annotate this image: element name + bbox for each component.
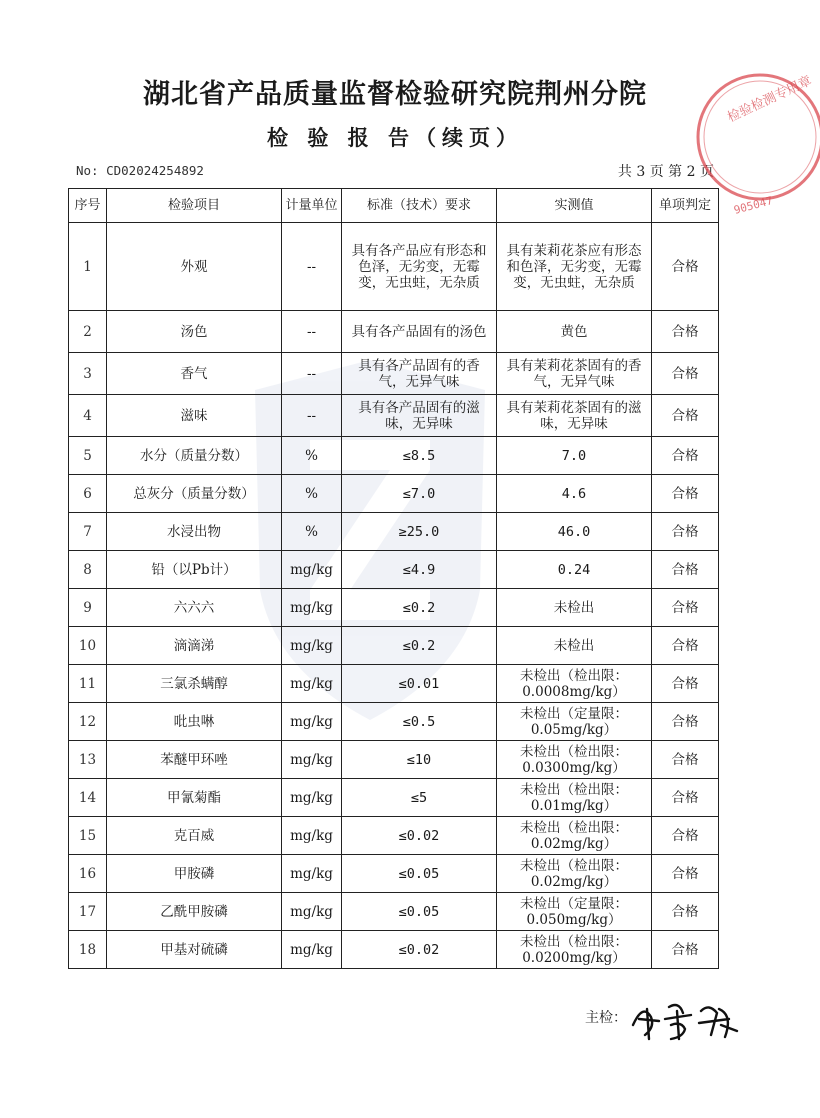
table-row <box>69 223 719 311</box>
header-item: 检验项目 <box>107 189 282 223</box>
row-unit: mg/kg <box>282 817 342 855</box>
row-measured: 0.24 <box>497 551 652 589</box>
row-measured: 未检出（检出限：0.0300mg/kg） <box>497 741 652 779</box>
table-header-row <box>69 189 719 223</box>
row-judgement: 合格 <box>652 513 719 551</box>
seal-text: 检验检测专用章 <box>725 73 815 126</box>
row-item: 总灰分（质量分数） <box>107 475 282 513</box>
row-item: 水分（质量分数） <box>107 437 282 475</box>
row-judgement: 合格 <box>652 437 719 475</box>
row-requirement: ≤0.05 <box>342 855 497 893</box>
results-table <box>68 188 719 969</box>
row-judgement: 合格 <box>652 931 719 969</box>
row-unit: % <box>282 513 342 551</box>
header-measured: 实测值 <box>497 189 652 223</box>
row-no: 1 <box>69 223 107 311</box>
table-row <box>69 855 719 893</box>
row-no: 9 <box>69 589 107 627</box>
row-measured: 未检出（定量限：0.05mg/kg） <box>497 703 652 741</box>
row-item: 乙酰甲胺磷 <box>107 893 282 931</box>
row-unit: mg/kg <box>282 589 342 627</box>
table-row <box>69 627 719 665</box>
row-requirement: 具有各产品应有形态和色泽，无劣变，无霉变，无虫蛀，无杂质 <box>342 223 497 311</box>
row-requirement: ≤7.0 <box>342 475 497 513</box>
row-judgement: 合格 <box>652 589 719 627</box>
row-judgement: 合格 <box>652 665 719 703</box>
page-info: 共 3 页 第 2 页 <box>617 164 714 180</box>
row-no: 18 <box>69 931 107 969</box>
row-judgement: 合格 <box>652 703 719 741</box>
table-row <box>69 311 719 353</box>
row-unit: -- <box>282 395 342 437</box>
table-row <box>69 353 719 395</box>
header-judgement: 单项判定 <box>652 189 719 223</box>
table-row <box>69 817 719 855</box>
row-measured: 未检出（检出限：0.02mg/kg） <box>497 817 652 855</box>
row-no: 6 <box>69 475 107 513</box>
row-measured: 具有茉莉花茶应有形态和色泽，无劣变，无霉变，无虫蛀，无杂质 <box>497 223 652 311</box>
row-measured: 未检出 <box>497 589 652 627</box>
row-measured: 具有茉莉花茶固有的滋味，无异味 <box>497 395 652 437</box>
table-row <box>69 395 719 437</box>
handwritten-signature <box>625 995 745 1043</box>
row-requirement: 具有各产品固有的汤色 <box>342 311 497 353</box>
table-row <box>69 741 719 779</box>
row-requirement: 具有各产品固有的滋味，无异味 <box>342 395 497 437</box>
row-requirement: ≥25.0 <box>342 513 497 551</box>
row-requirement: ≤4.9 <box>342 551 497 589</box>
row-measured: 未检出（检出限：0.0200mg/kg） <box>497 931 652 969</box>
row-item: 甲胺磷 <box>107 855 282 893</box>
row-no: 17 <box>69 893 107 931</box>
row-judgement: 合格 <box>652 741 719 779</box>
row-unit: -- <box>282 353 342 395</box>
row-judgement: 合格 <box>652 223 719 311</box>
report-title: 检 验 报 告（续页） <box>267 126 523 150</box>
row-measured: 未检出（定量限：0.050mg/kg） <box>497 893 652 931</box>
row-no: 11 <box>69 665 107 703</box>
row-no: 7 <box>69 513 107 551</box>
row-measured: 4.6 <box>497 475 652 513</box>
row-item: 克百威 <box>107 817 282 855</box>
header-unit: 计量单位 <box>282 189 342 223</box>
row-requirement: ≤0.2 <box>342 589 497 627</box>
table-row <box>69 513 719 551</box>
row-unit: mg/kg <box>282 931 342 969</box>
row-requirement: ≤0.05 <box>342 893 497 931</box>
row-unit: % <box>282 475 342 513</box>
row-measured: 未检出 <box>497 627 652 665</box>
table-row <box>69 437 719 475</box>
row-judgement: 合格 <box>652 551 719 589</box>
row-no: 4 <box>69 395 107 437</box>
row-measured: 未检出（检出限：0.01mg/kg） <box>497 779 652 817</box>
row-judgement: 合格 <box>652 353 719 395</box>
inspector-signature-block <box>585 995 755 1043</box>
row-unit: mg/kg <box>282 855 342 893</box>
official-seal <box>690 62 820 217</box>
row-requirement: ≤10 <box>342 741 497 779</box>
row-unit: -- <box>282 223 342 311</box>
institute-name: 湖北省产品质量监督检验研究院荆州分院 <box>143 79 647 110</box>
table-row <box>69 589 719 627</box>
table-row <box>69 551 719 589</box>
row-no: 10 <box>69 627 107 665</box>
header-requirement: 标准（技术）要求 <box>342 189 497 223</box>
seal-code: 905047 <box>732 194 775 217</box>
row-judgement: 合格 <box>652 855 719 893</box>
row-item: 外观 <box>107 223 282 311</box>
table-row <box>69 779 719 817</box>
row-item: 甲基对硫磷 <box>107 931 282 969</box>
row-requirement: ≤0.01 <box>342 665 497 703</box>
row-measured: 具有茉莉花茶固有的香气，无异气味 <box>497 353 652 395</box>
table-row <box>69 893 719 931</box>
row-no: 16 <box>69 855 107 893</box>
row-item: 滴滴涕 <box>107 627 282 665</box>
table-row <box>69 475 719 513</box>
row-no: 12 <box>69 703 107 741</box>
row-unit: -- <box>282 311 342 353</box>
row-requirement: ≤0.2 <box>342 627 497 665</box>
row-judgement: 合格 <box>652 395 719 437</box>
row-unit: mg/kg <box>282 627 342 665</box>
row-item: 六六六 <box>107 589 282 627</box>
row-judgement: 合格 <box>652 475 719 513</box>
row-judgement: 合格 <box>652 627 719 665</box>
row-measured: 未检出（检出限：0.0008mg/kg） <box>497 665 652 703</box>
row-no: 2 <box>69 311 107 353</box>
row-item: 苯醚甲环唑 <box>107 741 282 779</box>
row-item: 香气 <box>107 353 282 395</box>
row-item: 甲氰菊酯 <box>107 779 282 817</box>
row-requirement: ≤0.02 <box>342 817 497 855</box>
table-row <box>69 703 719 741</box>
row-item: 吡虫啉 <box>107 703 282 741</box>
row-no: 3 <box>69 353 107 395</box>
row-no: 13 <box>69 741 107 779</box>
row-item: 铅（以Pb计） <box>107 551 282 589</box>
header-no: 序号 <box>69 189 107 223</box>
row-requirement: ≤0.5 <box>342 703 497 741</box>
row-unit: mg/kg <box>282 779 342 817</box>
row-unit: mg/kg <box>282 665 342 703</box>
row-unit: mg/kg <box>282 551 342 589</box>
row-requirement: 具有各产品固有的香气，无异气味 <box>342 353 497 395</box>
row-no: 15 <box>69 817 107 855</box>
row-unit: mg/kg <box>282 893 342 931</box>
row-requirement: ≤8.5 <box>342 437 497 475</box>
row-measured: 未检出（检出限：0.02mg/kg） <box>497 855 652 893</box>
row-unit: mg/kg <box>282 703 342 741</box>
row-measured: 46.0 <box>497 513 652 551</box>
row-unit: mg/kg <box>282 741 342 779</box>
row-item: 三氯杀螨醇 <box>107 665 282 703</box>
row-no: 14 <box>69 779 107 817</box>
table-row <box>69 665 719 703</box>
row-measured: 7.0 <box>497 437 652 475</box>
row-requirement: ≤5 <box>342 779 497 817</box>
row-judgement: 合格 <box>652 817 719 855</box>
row-unit: % <box>282 437 342 475</box>
row-measured: 黄色 <box>497 311 652 353</box>
row-judgement: 合格 <box>652 311 719 353</box>
table-row <box>69 931 719 969</box>
row-no: 8 <box>69 551 107 589</box>
row-item: 滋味 <box>107 395 282 437</box>
row-item: 汤色 <box>107 311 282 353</box>
row-judgement: 合格 <box>652 893 719 931</box>
row-item: 水浸出物 <box>107 513 282 551</box>
report-number: No: CD02024254892 <box>76 163 204 178</box>
row-judgement: 合格 <box>652 779 719 817</box>
inspector-label: 主检： <box>585 1010 627 1026</box>
row-requirement: ≤0.02 <box>342 931 497 969</box>
row-no: 5 <box>69 437 107 475</box>
